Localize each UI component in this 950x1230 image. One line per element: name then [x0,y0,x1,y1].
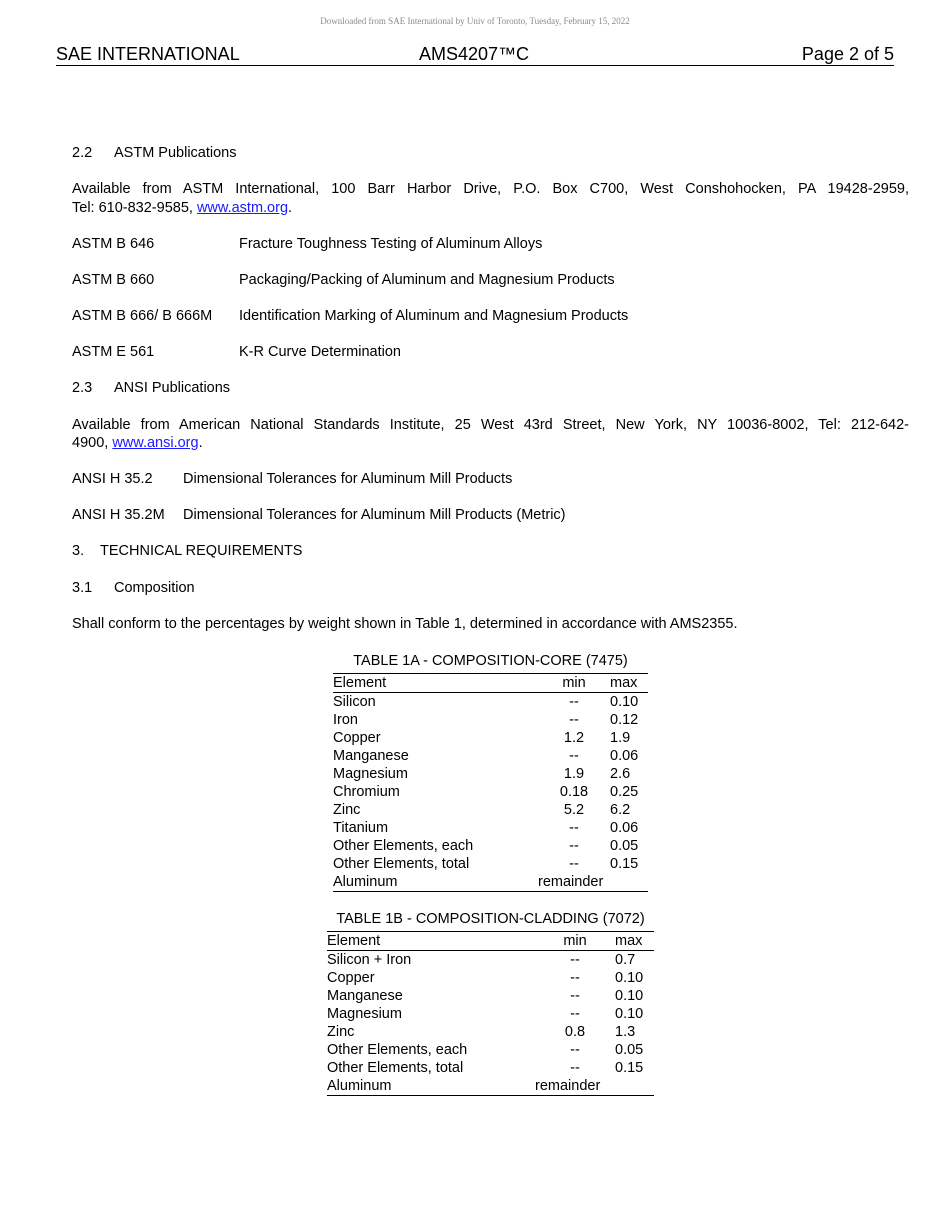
section-3-title: TECHNICAL REQUIREMENTS [100,543,303,559]
column-header-max: max [615,933,643,949]
table-row [333,801,648,819]
max-cell: 0.10 [615,970,644,986]
astm-availability-line-1: Available from ASTM International, 100 Barr Harbor Drive, P.O. Box C700, West Conshohocken, PA 19428-2959, [72,181,909,197]
element-cell: Silicon + Iron [327,952,412,968]
max-cell: 0.05 [615,1042,644,1058]
section-3-1-number: 3.1 [72,580,93,596]
element-cell: Other Elements, total [333,856,470,872]
min-cell: -- [569,748,579,764]
table-row [327,1023,654,1041]
min-cell: 5.2 [563,802,585,818]
element-cell: Magnesium [327,1006,402,1022]
column-header-element: Element [333,675,387,691]
header-doc-id: AMS4207™C [419,44,530,64]
table-1a-core-composition [333,652,648,892]
download-watermark: Downloaded from SAE International by Univ of Toronto, Tuesday, February 15, 2022 [320,16,630,26]
element-cell: Aluminum [327,1078,392,1094]
min-cell: -- [570,1006,580,1022]
table-row [333,729,648,747]
section-2-3-title: ANSI Publications [114,380,231,396]
section-2-2-number: 2.2 [72,145,93,161]
table-header-row [327,932,654,951]
element-cell: Manganese [333,748,409,764]
table-row [333,855,648,873]
table-row [333,837,648,855]
ref-code: ASTM B 660 [72,272,155,288]
min-cell: -- [569,712,579,728]
table-row [327,1005,654,1023]
min-cell: 0.8 [564,1024,586,1040]
ref-code: ASTM B 646 [72,236,155,252]
max-cell: 0.10 [615,1006,644,1022]
section-2-3-number: 2.3 [72,380,93,396]
composition-requirement-text: Shall conform to the percentages by weight shown in Table 1, determined in accordance with AMS2355. [72,616,738,632]
ref-code: ASTM E 561 [72,344,155,360]
max-cell: 0.05 [610,838,639,854]
max-cell: 0.15 [610,856,639,872]
table-row [333,711,648,729]
element-cell: Copper [327,970,375,986]
max-cell: 1.3 [615,1024,636,1040]
table-row [333,819,648,837]
table-row [333,783,648,801]
element-cell: Titanium [333,820,389,836]
remainder-cell: remainder [538,874,604,890]
header-page-number: Page 2 of 5 [801,44,894,64]
table-1b-caption: TABLE 1B - COMPOSITION-CLADDING (7072) [336,911,645,927]
max-cell: 0.10 [615,988,644,1004]
astm-website-link[interactable]: www.astm.org [196,200,289,216]
astm-availability-line-2 [72,199,909,217]
page-header [56,44,894,66]
table-row [327,1077,654,1096]
table-row [327,951,654,970]
ref-code: ASTM B 666/ B 666M [72,308,213,324]
element-cell: Zinc [327,1024,355,1040]
header-org: SAE INTERNATIONAL [56,44,240,64]
min-cell: 0.18 [559,784,589,800]
table-1b-cladding-composition [327,910,654,1096]
section-3-1-title: Composition [114,580,195,596]
max-cell: 2.6 [610,766,631,782]
element-cell: Zinc [333,802,361,818]
max-cell: 6.2 [610,802,631,818]
max-cell: 0.12 [610,712,639,728]
element-cell: Other Elements, each [327,1042,468,1058]
ref-title: Dimensional Tolerances for Aluminum Mill Products [183,471,513,487]
table-row [327,969,654,987]
element-cell: Magnesium [333,766,408,782]
astm-period: . [288,200,293,216]
element-cell: Other Elements, each [333,838,474,854]
element-cell: Iron [333,712,358,728]
element-cell: Chromium [333,784,400,800]
table-row [327,987,654,1005]
min-cell: -- [570,1042,580,1058]
column-header-min: min [563,933,587,949]
element-cell: Manganese [327,988,403,1004]
max-cell: 0.06 [610,820,639,836]
table-row [333,747,648,765]
max-cell: 0.15 [615,1060,644,1076]
min-cell: -- [569,856,579,872]
ref-title: Fracture Toughness Testing of Aluminum Alloys [239,236,543,252]
element-cell: Other Elements, total [327,1060,464,1076]
column-header-max: max [610,675,638,691]
min-cell: 1.2 [563,730,585,746]
section-2-2-title: ASTM Publications [114,145,237,161]
max-cell: 1.9 [610,730,631,746]
table-row [333,873,648,892]
ref-title: Packaging/Packing of Aluminum and Magnesium Products [239,272,615,288]
column-header-min: min [562,675,586,691]
element-cell: Silicon [333,694,376,710]
min-cell: -- [570,1060,580,1076]
min-cell: -- [570,988,580,1004]
ansi-availability-line-1: Available from American National Standards Institute, 25 West 43rd Street, New York, NY 10036-8002, Tel: 212-642- [72,417,909,433]
table-row [327,1041,654,1059]
ansi-period: . [198,435,203,451]
ref-title: Identification Marking of Aluminum and Magnesium Products [239,308,629,324]
table-row [327,1059,654,1077]
max-cell: 0.10 [610,694,639,710]
min-cell: -- [569,820,579,836]
max-cell: 0.06 [610,748,639,764]
table-header-row [333,674,648,693]
max-cell: 0.25 [610,784,639,800]
min-cell: -- [569,838,579,854]
ref-code: ANSI H 35.2M [72,507,165,523]
element-cell: Copper [333,730,381,746]
remainder-cell: remainder [535,1078,601,1094]
max-cell: 0.7 [615,952,636,968]
ansi-tel: 4900, [72,435,113,451]
min-cell: 1.9 [563,766,585,782]
min-cell: -- [569,694,579,710]
ansi-availability-line-2 [72,434,909,452]
section-3-number: 3. [72,543,85,559]
astm-tel: Tel: 610-832-9585, [72,200,197,216]
ref-title: Dimensional Tolerances for Aluminum Mill Products (Metric) [183,507,566,523]
ref-title: K-R Curve Determination [239,344,401,360]
ansi-website-link[interactable]: www.ansi.org [112,435,199,451]
ref-code: ANSI H 35.2 [72,471,153,487]
table-1a-caption: TABLE 1A - COMPOSITION-CORE (7475) [353,653,628,669]
min-cell: -- [570,952,580,968]
table-row [333,765,648,783]
table-row [333,693,648,712]
column-header-element: Element [327,933,381,949]
element-cell: Aluminum [333,874,398,890]
min-cell: -- [570,970,580,986]
